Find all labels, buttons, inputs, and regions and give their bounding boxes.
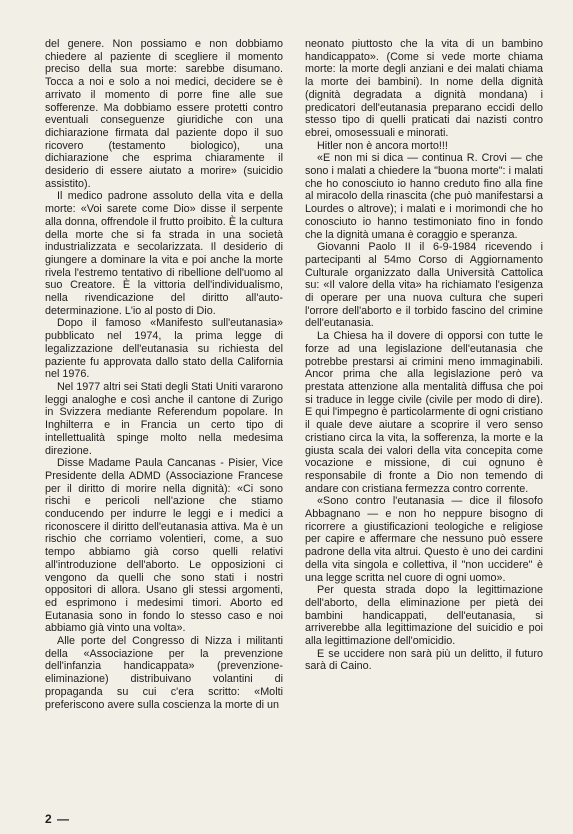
paragraph: E se uccidere non sarà più un delitto, il futuro sarà di Caino. [305, 647, 543, 673]
paragraph: Giovanni Paolo II il 6-9-1984 ricevendo i partecipanti al 54mo Corso di Aggiornamento Culturale organizzato dalla Università Cattolica su: «Il valore della vita» ha richiamato l'esigenza di operare per una nuova cultura che superi l'orrore dell'aborto e il torbido fascino del crimine dell'eutanasia. [305, 241, 543, 330]
paragraph: Hitler non è ancora morto!!! [317, 139, 448, 152]
paragraph: Il medico padrone assoluto della vita e della morte: «Voi sarete come Dio» disse il serpente alla donna, offrendole il frutto proibito. È la cultura della morte che si fa strada in una società industrializzata e secolarizzata. Il desiderio di giungere a dominare la vita e poi anche la morte rivela l'estremo tentativo di ribellione dell'uomo al suo Creatore. È la vittoria dell'individualismo, nella rivendicazione del diritto all'auto-determinazione. L'io al posto di Dio. [45, 190, 283, 317]
paragraph: Per questa strada dopo la legittimazione dell'aborto, della eliminazione per pietà dei bambini handicappati, dell'eutanasia, si arriverebbe alla legittimazione del suicidio e poi alla legittimazione dell'omicidio. [305, 584, 543, 648]
paragraph: Nel 1977 altri sei Stati degli Stati Uniti vararono leggi analoghe e così anche il cantone di Zurigo in Svizzera mediante Referendum popolare. In Inghilterra e in Francia un certo tipo di intellettualità spinge molto nella medesima direzione. [45, 380, 283, 457]
paragraph: Disse Madame Paula Cancanas - Pisier, Vice Presidente della ADMD (Associazione Francese per il diritto di morire nella dignità): «Ci sono rischi e pericoli nell'azione che stiamo conducendo per indurre le leggi e i medici a riconoscere il diritto dell'eutanasia attiva. Ma è un rischio che corriamo volentieri, come, a suo tempo abbiamo già corso quelli relativi all'introduzione dell'aborto. Le opposizioni ci vengono da quelli che sono stati i nostri oppositori di allora. Usano gli stessi argomenti, ed esprimono i medesimi timori. Aborto ed Eutanasia sono in fondo lo stesso caso e noi abbiamo già vinto una volta». [45, 457, 283, 635]
left-column [45, 38, 283, 711]
paragraph: Dopo il famoso «Manifesto sull'eutanasia» pubblicato nel 1974, la prima legge di legalizzazione dell'eutanasia su richiesta del paziente fu approvata dallo stato della California nel 1976. [45, 317, 283, 381]
page-number: 2 — [45, 812, 71, 826]
paragraph: neonato piuttosto che la vita di un bambino handicappato». (Come si vede morte chiama morte: la morte degli anziani e dei malati chiama la morte dei bambini). In nome della dignità (dignità degradata a dignità mondana) i predicatori dell'eutanasia preparano eccidi dello stesso tipo di quelli praticati dai nazisti contro ebrei, omosessuali e minorati. [305, 38, 543, 139]
paragraph: Alle porte del Congresso di Nizza i militanti della «Associazione per la prevenzione dell'infanzia handicappata» (prevenzione-eliminazione) distribuivano volantini di propaganda su cui c'era scritto: «Molti preferiscono avere sulla coscienza la morte di un [45, 635, 283, 711]
paragraph: «Sono contro l'eutanasia — dice il filosofo Abbagnano — e non ho neppure bisogno di ricorrere a giustificazioni teologiche e religiose per capire e affermare che nessuno può essere padrone della vita altrui. Questo è uno dei cardini della vita singola e collettiva, il "non uccidere" è una legge scritta nel cuore di ogni uomo». [305, 495, 543, 584]
paragraph: «E non mi si dica — continua R. Crovi — che sono i malati a chiedere la "buona morte": i malati che ho conosciuto io hanno creduto fino alla fine al miracolo della rinascita (che può manifestarsi a Lourdes o altrove); i malati e i morimondi che ho conosciuto io hanno testimoniato fino in fondo che la dignità umana è coraggio e speranza. [305, 152, 543, 241]
paragraph: del genere. Non possiamo e non dobbiamo chiedere al paziente di scegliere il momento preciso della sua morte: sarebbe disumano. Tocca a noi e solo a noi medici, decidere se è arrivato il momento di porre fine alle sue sofferenze. Ma dobbiamo essere protetti contro eventuali conseguenze giuridiche con una dichiarazione firmata dal paziente dopo il suo ricovero (testamento biologico), una dichiarazione che esprima chiaramente il desiderio di essere aiutato a morire» (suicidio assistito). [45, 38, 283, 190]
right-column [305, 38, 543, 673]
paragraph: La Chiesa ha il dovere di opporsi con tutte le forze ad una legislazione dell'eutanasia che potrebbe prestarsi ai crimini meno immaginabili. Ancor prima che alla legislazione però va prestata attenzione alla mentalità diffusa che poi si traduce in legge civile (civile per modo di dire). E qui l'impegno è particolarmente di ogni cristiano il quale deve aiutare a scoprire il vero senso cristiano circa la vita, la sofferenza, la morte e la giusta scala dei valori della vita concepita come vocazione e missione, di cui ognuno è responsabile di fronte a Dio non temendo di andare con cristiana fermezza contro corrente. [305, 330, 543, 495]
